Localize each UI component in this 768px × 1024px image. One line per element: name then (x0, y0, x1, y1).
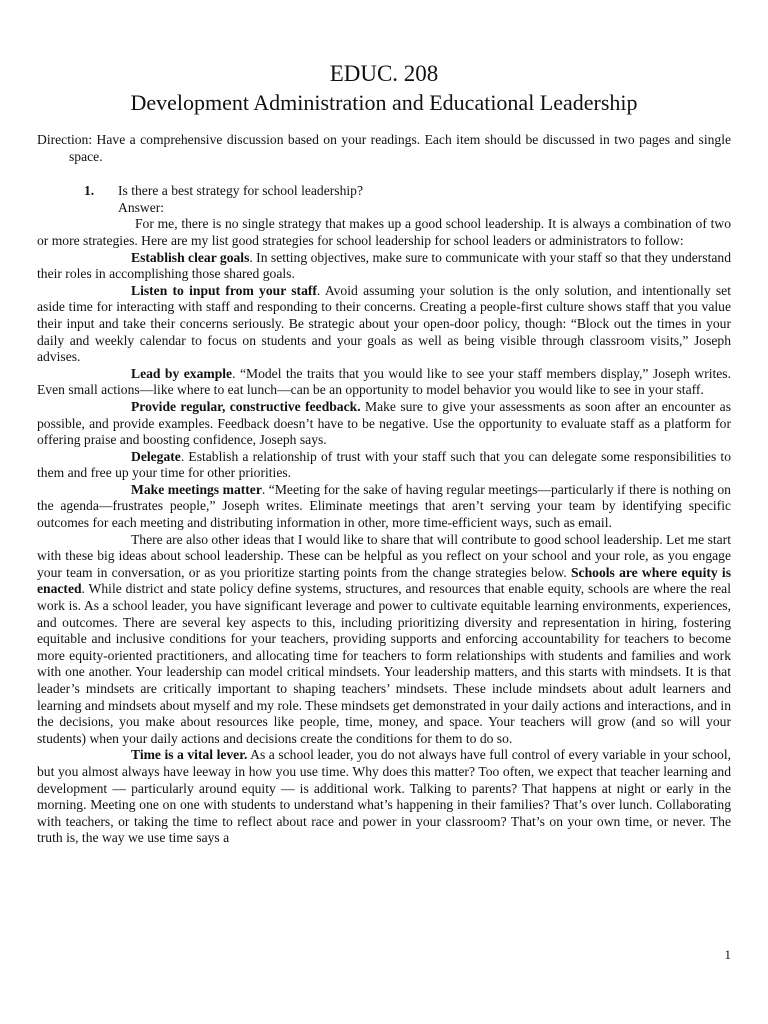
strategy-paragraph (37, 399, 731, 449)
strategy-paragraph (37, 283, 731, 366)
strategy-heading: Delegate (131, 448, 181, 464)
document-body (37, 132, 731, 847)
strategy-paragraph (37, 449, 731, 482)
strategy-text: . Avoid assuming your solution is the only solution, and intentionally set aside time for interacting with staff and responding to their concerns. Creating a people-first culture shows staff that you value their input and take their concerns seriously. Be strategic about your open-door policy, though: “Block out the times in your daily and weekly calendar to focus on students and your goals as well as being visible through classroom visits,” Joseph advises. (37, 282, 731, 365)
intro-paragraph: For me, there is no single strategy that makes up a good school leadership. It is always a combination of two or more strategies. Here are my list good strategies for school leadership for school leaders or administrators to follow: (37, 216, 731, 248)
direction-text: Direction: Have a comprehensive discussion based on your readings. Each item should be discussed in two pages and single space. (37, 132, 731, 164)
strategy-heading: Listen to input from your staff (131, 282, 317, 298)
strategy-paragraph (37, 482, 731, 532)
answer-label (84, 200, 731, 217)
question-text: Is there a best strategy for school leadership? (118, 183, 363, 199)
strategy-text: . In setting objectives, make sure to communicate with your staff so that they understand their roles in accomplishing those shared goals. (37, 249, 731, 282)
strategy-text: . “Model the traits that you would like to see your staff members display,” Joseph writes. Even small actions—like where to eat lunch—can be an opportunity to model behavior you would like to see in your staff. (37, 365, 731, 398)
answer-label-text: Answer: (118, 199, 165, 215)
strategy-heading: Establish clear goals (131, 249, 250, 265)
strategy-text: . Establish a relationship of trust with your staff such that you can delegate some responsibilities to them and free up your time for other priorities. (37, 448, 731, 481)
time-heading: Time is a vital lever. (131, 747, 248, 763)
strategy-heading: Make meetings matter (131, 481, 262, 497)
strategy-paragraph (37, 366, 731, 399)
strategy-text: . “Meeting for the sake of having regular meetings—particularly if there is nothing on the agenda—frustrates people,” Joseph writes. Eliminate meetings that aren’t serving your team by identifying specific outcomes for each meeting and distributing information in other, more time-efficient ways, such as email. (37, 481, 731, 531)
time-paragraph (37, 747, 731, 847)
page-number: 1 (724, 947, 731, 962)
course-code: EDUC. 208 (329, 61, 439, 86)
strategy-paragraph (37, 250, 731, 283)
strategy-heading: Provide regular, constructive feedback. (131, 398, 361, 414)
equity-heading: Schools are where equity is enacted (37, 564, 731, 597)
other-ideas-text: There are also other ideas that I would like to share that will contribute to good school leadership. Let me start with these big ideas about school leadership. These can be helpful as you reflect on your school and your role, as you engage your team in conversation, or as you prioritize starting points from the change strategies below. (37, 531, 731, 580)
time-text: As a school leader, you do not always have full control of every variable in your school, but you almost always have leeway in how you use time. Why does this matter? Too often, we expect that teacher learning and development — particularly around equity — is additional work. Talking to parents? That happens at night or early in the morning. Meeting one on one with students to understand what’s happening in their families? That’s over lunch. Collaborating with teachers, or taking the time to reflect about race and power in your classroom? That’s on your own time, or never. The truth is, the way we use time says a (37, 747, 731, 846)
strategy-heading: Lead by example (131, 365, 233, 381)
question-line (84, 183, 731, 200)
equity-text: . While district and state policy define systems, structures, and resources that enable equity, schools are where the real work is. As a school leader, you have significant leverage and power to cultivate equitable learning environments, experiences, and outcomes. There are several key aspects to this, including prioritizing diversity and representation in hiring, fostering equitable and inclusive conditions for your teachers, providing supports and enforcing accountability for teachers to become more equity-oriented practitioners, and allocating time for teachers to form relationships with students and families and work with one another. Your leadership can model critical mindsets. Your leadership matters, and this starts with mindsets. It is that leader’s mindsets are critically important to shaping teachers’ mindsets. These include mindsets about adult learners and learning and mindsets about myself and my role. These mindsets get demonstrated in your daily actions and interactions, and in the decisions, you make about resources like people, time, money, and space. Your teachers will grow (and so will your students) when your daily actions and decisions create the conditions for them to do so. (37, 581, 732, 746)
other-ideas-paragraph (37, 532, 731, 748)
strategy-text: Make sure to give your assessments as soon after an encounter as possible, and provide examples. Feedback doesn’t have to be negative. Use the opportunity to evaluate staff as a platform for offering praise and boosting confidence, Joseph says. (37, 398, 731, 448)
question-number: 1. (84, 183, 95, 199)
document-title: Development Administration and Educational Leadership (130, 90, 638, 115)
